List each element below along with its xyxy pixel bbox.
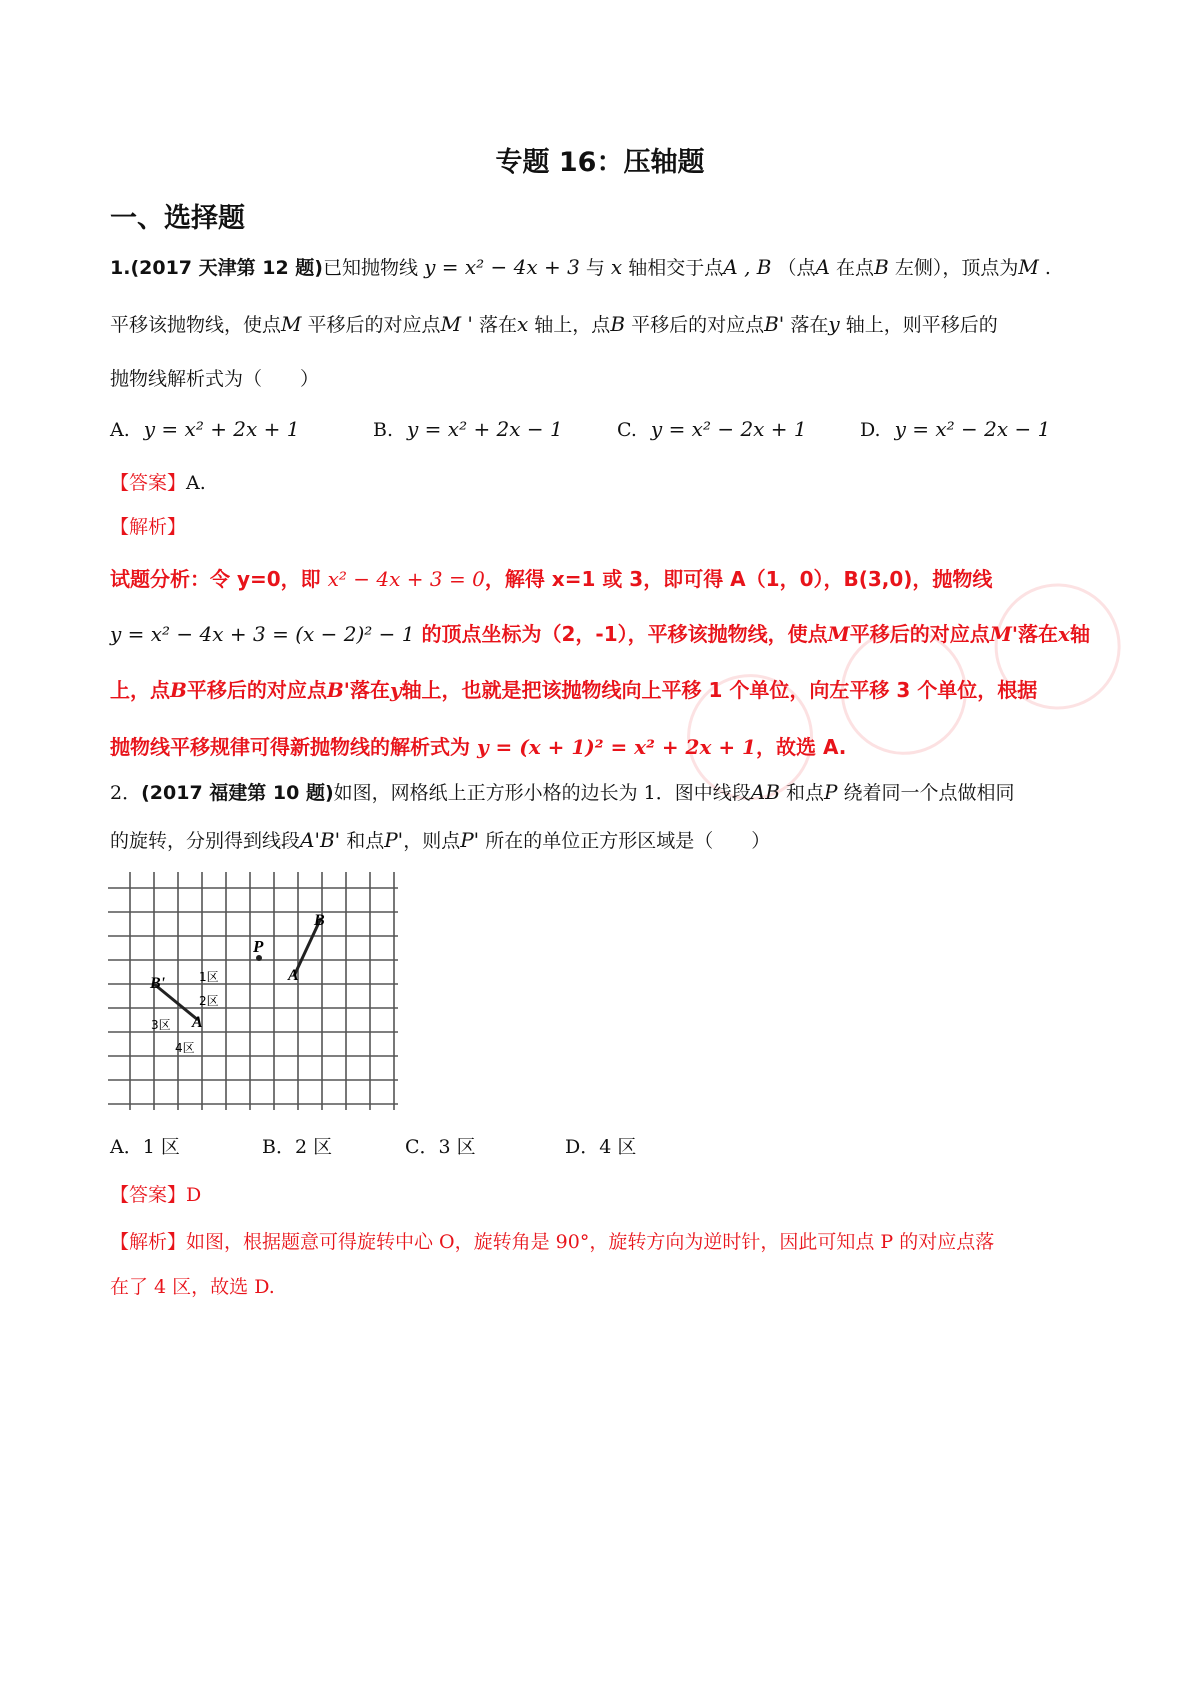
analysis-tag: 【解析】: [110, 1231, 187, 1253]
q1-option-b: [373, 417, 563, 441]
option-expr: y = x² + 2x − 1: [407, 417, 563, 441]
zone-1-label: 1区: [199, 970, 219, 984]
q2-text: ，则点: [403, 830, 461, 852]
q2-number: 2．: [110, 782, 142, 804]
q1-var: M: [1018, 255, 1039, 279]
label-b: B: [314, 912, 325, 929]
q1-source: (2017 天津第 12 题): [130, 257, 323, 279]
q1-text: 轴上，则平移后的: [845, 314, 998, 336]
option-expr: y = x² − 2x + 1: [650, 417, 807, 441]
analysis-text: 轴: [1069, 622, 1090, 646]
analysis-text: 落在: [1018, 622, 1059, 646]
label-a-prime: A: [192, 1014, 203, 1031]
q2-answer: [110, 1180, 201, 1207]
section-heading: 一、选择题: [110, 203, 245, 234]
q2-var: P: [823, 780, 838, 804]
q1-text: 落在: [790, 314, 829, 336]
option-label: D.: [860, 419, 881, 441]
q1-option-a: [110, 417, 300, 441]
q1-option-d: [860, 417, 1050, 441]
q2-var: P': [460, 828, 480, 852]
q1-analysis-line-4: [110, 731, 846, 760]
q2-grid-figure: [108, 872, 398, 1110]
analysis-text: 上，点: [110, 678, 170, 702]
q1-var: M ': [440, 312, 473, 336]
analysis-var: M': [989, 622, 1019, 646]
q2-text: 和点: [785, 782, 824, 804]
q1-answer: [110, 468, 206, 495]
q1-number: 1.: [110, 257, 131, 279]
q1-analysis-line-3: [110, 674, 1037, 703]
q1-text: .: [1044, 257, 1051, 279]
option-label: A.: [110, 419, 130, 441]
q1-analysis-line-2: [110, 618, 1090, 647]
q1-line-3: 抛物线解析式为（ ）: [110, 368, 320, 390]
zone-3-label: 3区: [151, 1018, 171, 1032]
q1-text: 在点: [836, 257, 875, 279]
q1-text: 轴相交于点: [628, 257, 724, 279]
q1-var: B': [764, 312, 785, 336]
q1-analysis-line-1: [110, 563, 992, 592]
q1-var: A: [815, 255, 830, 279]
q2-text: 绕着同一个点做相同: [843, 782, 1015, 804]
analysis-var: x: [1058, 622, 1070, 646]
q1-line-2: [110, 310, 998, 337]
q1-option-c: [617, 417, 807, 441]
answer-value: D: [186, 1184, 202, 1206]
q2-line-2: [110, 826, 770, 853]
q2-option-d: D．4 区: [565, 1136, 637, 1158]
analysis-text: 如图，根据题意可得旋转中心 O，旋转角是 90°，旋转方向为逆时针，因此可知点 P 的对应点落: [186, 1231, 995, 1253]
answer-value: A.: [186, 472, 206, 494]
q1-text: 与: [585, 257, 605, 279]
q2-line-1: [110, 778, 1015, 805]
q1-text: 平移后的对应点: [307, 314, 441, 336]
q1-line-1: [110, 253, 1051, 280]
analysis-text: 抛物线平移规律可得新抛物线的解析式为: [110, 735, 470, 759]
analysis-var: B: [170, 678, 187, 702]
zone-2-label: 2区: [199, 994, 219, 1008]
analysis-text: 的顶点坐标为（2，-1），平移该抛物线，使点: [421, 622, 828, 646]
q2-option-a: A．1 区: [110, 1136, 180, 1158]
q1-text: 落在: [478, 314, 517, 336]
q2-var: A'B': [300, 828, 341, 852]
q1-var: M: [281, 312, 302, 336]
grid-svg: [108, 872, 398, 1110]
q2-var: AB: [750, 780, 780, 804]
analysis-equation: x² − 4x + 3 = 0: [327, 567, 485, 591]
analysis-equation: y = (x + 1)² = x² + 2x + 1: [476, 735, 756, 759]
q2-option-c: C．3 区: [405, 1136, 476, 1158]
q1-var: x: [516, 312, 529, 336]
q1-analysis-tag: 【解析】: [110, 516, 187, 538]
q2-text: 所在的单位正方形区域是（ ）: [485, 830, 771, 852]
analysis-var: y: [389, 678, 402, 702]
q1-text: （点: [777, 257, 816, 279]
page-title: 专题 16：压轴题: [495, 147, 705, 178]
q1-text: 平移后的对应点: [631, 314, 765, 336]
q1-var: A , B: [723, 255, 772, 279]
q1-var: B: [874, 255, 889, 279]
q2-option-b: B．2 区: [262, 1136, 333, 1158]
q2-text: 的旋转，分别得到线段: [110, 830, 301, 852]
q1-text: 轴上，点: [534, 314, 611, 336]
analysis-text: 平移后的对应点: [186, 678, 327, 702]
analysis-text: 平移后的对应点: [849, 622, 990, 646]
option-label: B.: [373, 419, 394, 441]
q1-var: y: [828, 312, 840, 336]
option-expr: y = x² + 2x + 1: [143, 417, 300, 441]
q1-var: B: [610, 312, 626, 336]
q1-text: 平移该抛物线，使点: [110, 314, 282, 336]
q2-analysis-line-1: [110, 1227, 994, 1254]
q2-analysis-line-2: 在了 4 区，故选 D.: [110, 1276, 275, 1298]
analysis-text: 落在: [349, 678, 390, 702]
analysis-text: ，故选 A.: [755, 735, 847, 759]
q1-var: x: [610, 255, 623, 279]
q2-var: P': [384, 828, 404, 852]
q2-source: (2017 福建第 10 题): [141, 782, 334, 804]
option-expr: y = x² − 2x − 1: [894, 417, 1051, 441]
analysis-text: 轴上，也就是把该抛物线向上平移 1 个单位，向左平移 3 个单位，根据: [401, 678, 1038, 702]
label-b-prime: B': [150, 975, 166, 992]
q2-text: 如图，网格纸上正方形小格的边长为 1．图中线段: [333, 782, 751, 804]
answer-tag: 【答案】: [110, 472, 187, 494]
analysis-equation: y = x² − 4x + 3 = (x − 2)² − 1: [110, 622, 415, 646]
zone-4-label: 4区: [175, 1041, 195, 1055]
q1-text: 已知抛物线: [323, 257, 419, 279]
analysis-text: 试题分析：令 y=0，即: [110, 567, 321, 591]
q1-text: 左侧），顶点为: [894, 257, 1019, 279]
option-label: C.: [617, 419, 637, 441]
analysis-var: M: [827, 622, 850, 646]
answer-tag: 【答案】: [110, 1184, 187, 1206]
q2-text: 和点: [346, 830, 385, 852]
label-a: A: [288, 967, 299, 984]
analysis-var: B': [326, 678, 350, 702]
label-p: P: [253, 937, 264, 956]
analysis-text: ，解得 x=1 或 3，即可得 A（1，0），B(3,0)，抛物线: [484, 567, 993, 591]
q1-equation: y = x² − 4x + 3: [424, 255, 580, 279]
